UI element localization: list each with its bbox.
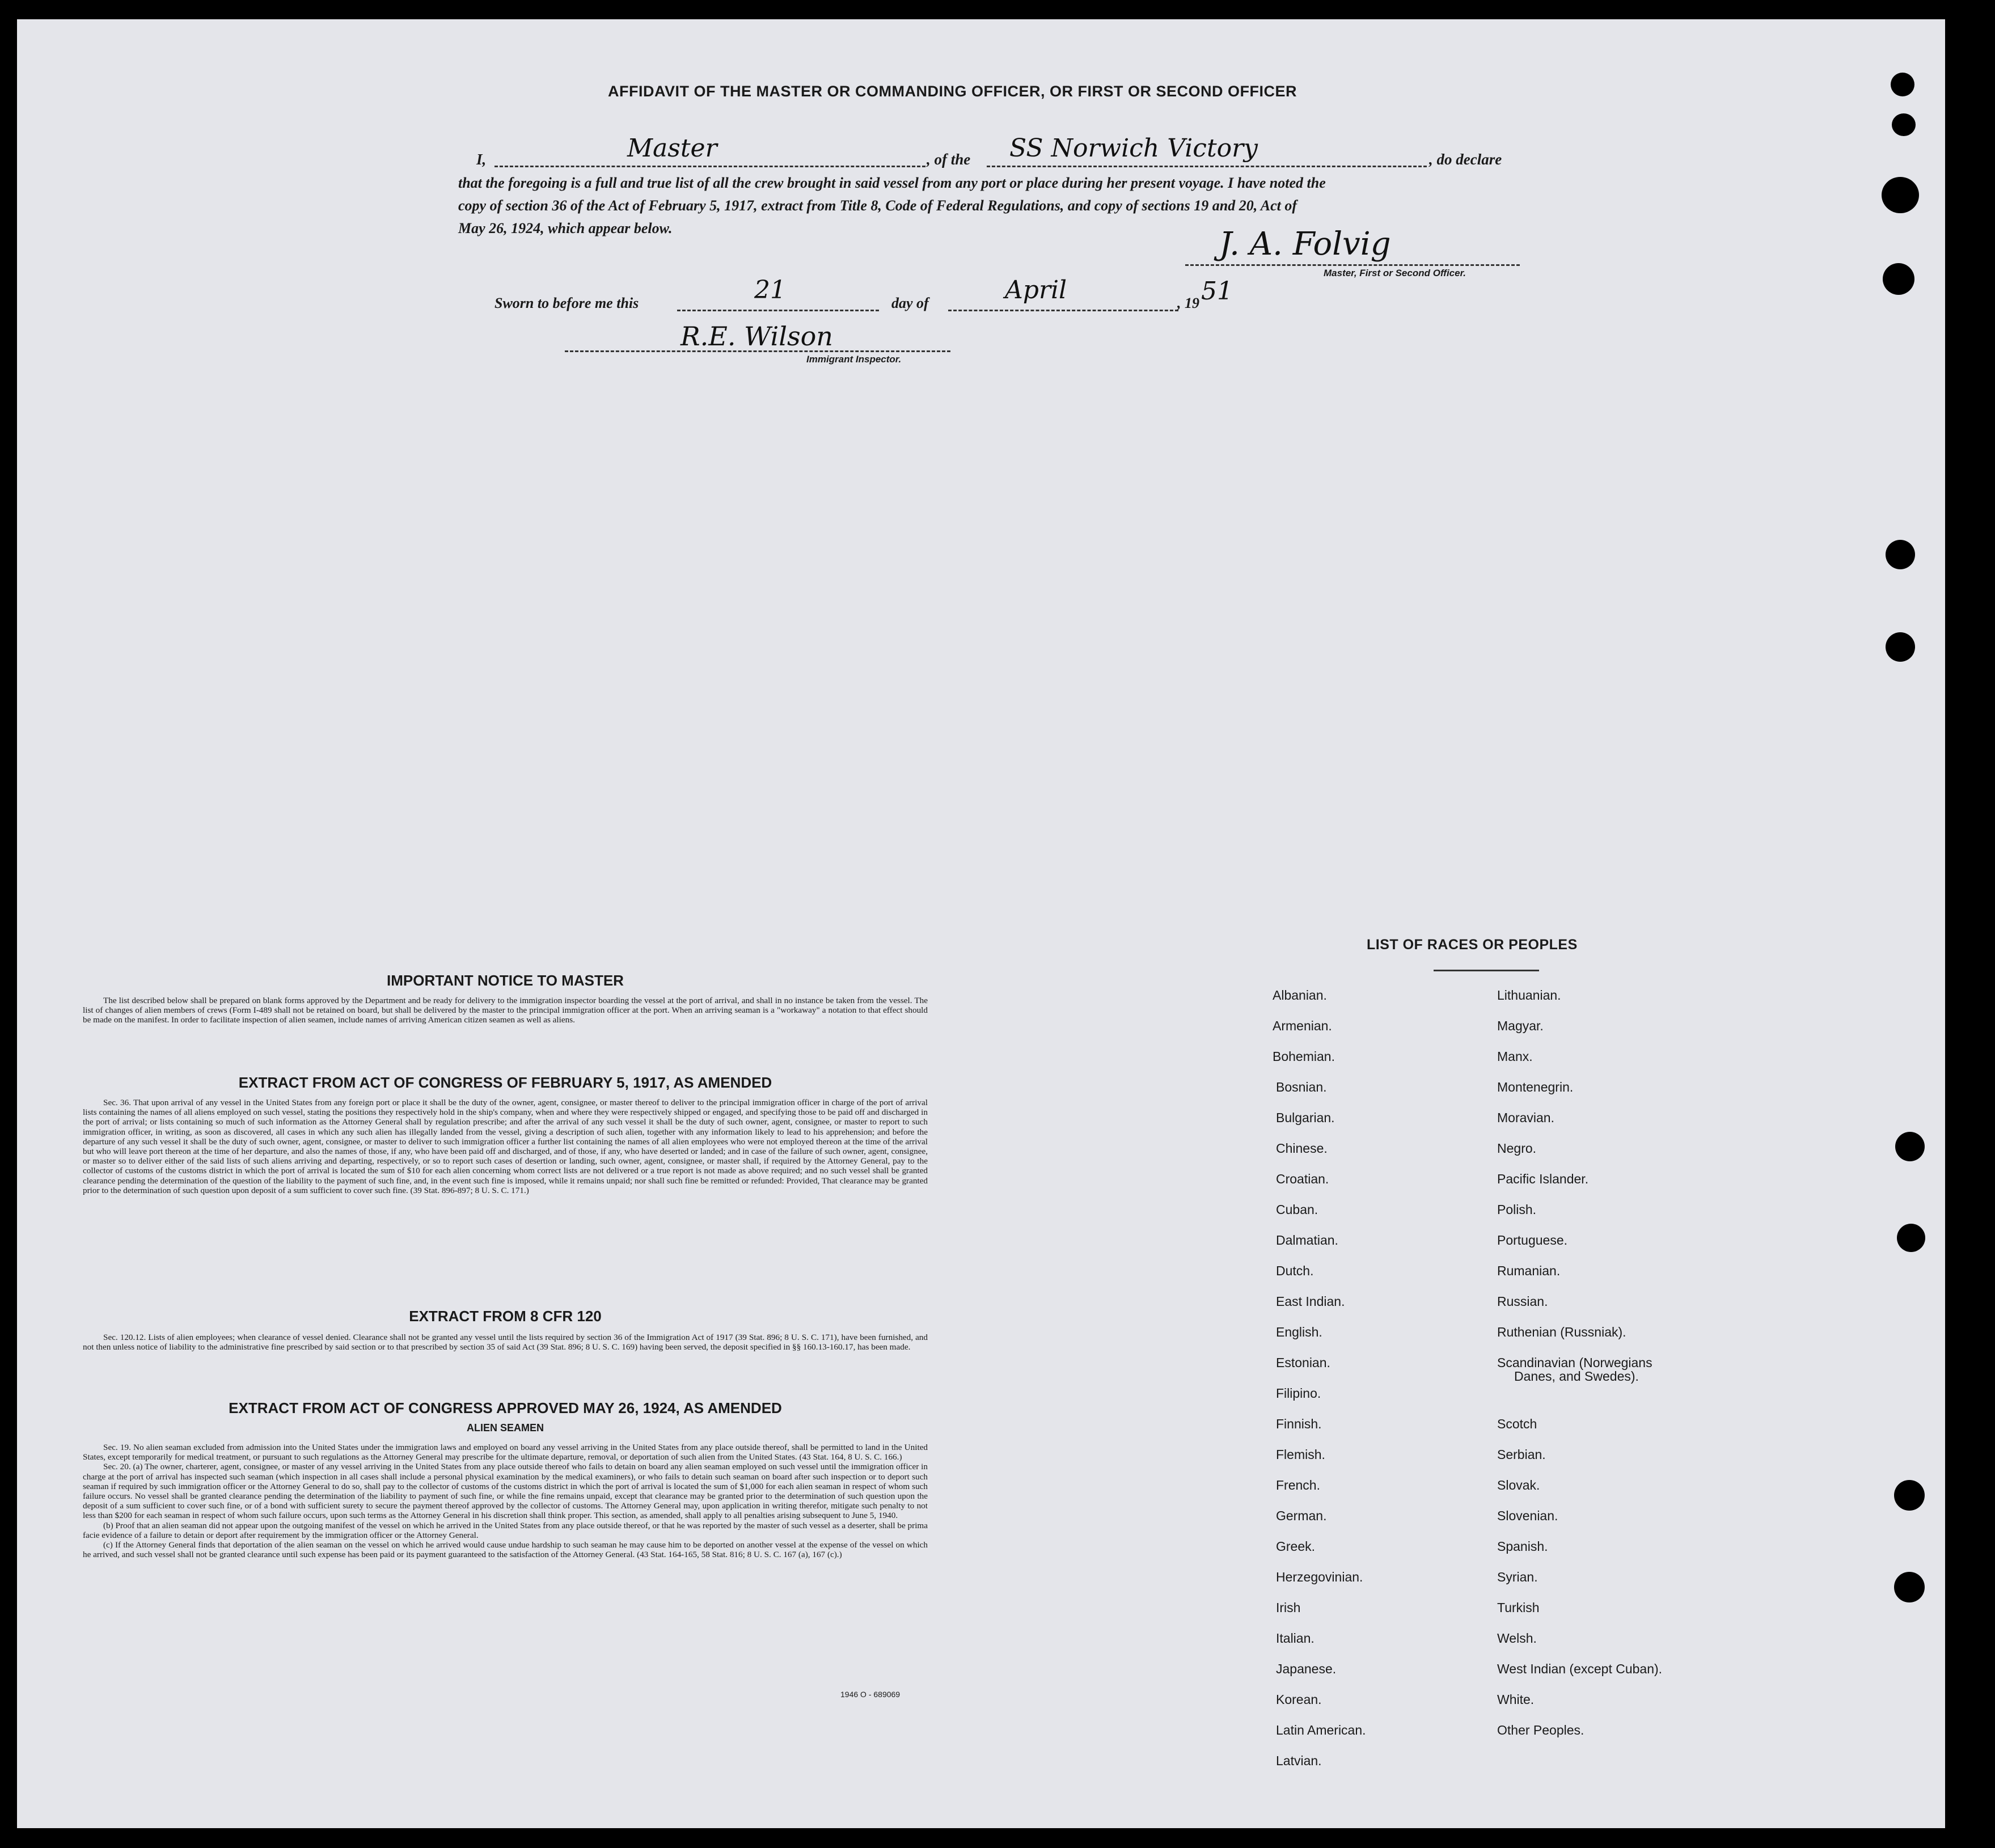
punch-hole — [1897, 1224, 1925, 1252]
race-item: Spanish. — [1497, 1539, 1548, 1554]
vessel-line — [987, 166, 1427, 167]
extract-1917-title: EXTRACT FROM ACT OF CONGRESS OF FEBRUARY 5, 1917, AS AMENDED — [238, 1074, 772, 1091]
punch-hole — [1883, 263, 1914, 295]
extract-1924-paragraph: (b) Proof that an alien seaman did not appear upon the outgoing manifest of the vessel on which he arrived in the United States from any place outside thereof, or that he was reported by the master of such vessel as a deserter, shall be prima facie evidence of a failure to detain or deport after requirement by the immigration officer or the Attorney General. — [83, 1520, 928, 1540]
race-item: Serbian. — [1497, 1447, 1546, 1462]
affidavit-line1-prefix: I, — [476, 151, 487, 168]
notice-body — [83, 996, 928, 1025]
extract-1924-body — [83, 1443, 928, 1559]
race-item: Cuban. — [1276, 1202, 1318, 1217]
inspector-line — [565, 350, 950, 352]
race-item: Italian. — [1276, 1631, 1314, 1646]
affidavit-line3: copy of section 36 of the Act of February 5, 1917, extract from Title 8, Code of Federal Regulations, and copy of sections 19 and 20, Act of — [458, 197, 1297, 214]
role-line — [494, 166, 925, 167]
race-item: Estonian. — [1276, 1355, 1330, 1370]
race-item: Croatian. — [1276, 1172, 1329, 1186]
handwritten-role: Master — [627, 134, 717, 163]
race-item: Greek. — [1276, 1539, 1316, 1554]
punch-hole — [1894, 1572, 1925, 1602]
handwritten-vessel: SS Norwich Victory — [1009, 134, 1258, 163]
sworn-year-prefix: , 19 — [1177, 295, 1199, 311]
extract-1924-paragraph: Sec. 19. No alien seaman excluded from admission into the United States under the immigration laws and employed on board any vessel arriving in the United States from any place outside thereof, shall be permitted to land in the United States, except temporarily for medical treatment, or pursuant to such regulations as the Attorney General may prescribe for the ultimate departure, removal, or deportation of such alien from the United States. (43 Stat. 164, 8 U. S. C. 166.) — [83, 1443, 928, 1462]
race-item: Albanian. — [1273, 988, 1327, 1003]
race-item: Russian. — [1497, 1294, 1548, 1309]
race-item: Herzegovinian. — [1276, 1570, 1363, 1584]
signature-line — [1185, 264, 1520, 266]
punch-hole — [1895, 1132, 1925, 1161]
race-item: Armenian. — [1273, 1018, 1332, 1033]
punch-hole — [1891, 73, 1914, 96]
race-item: Bohemian. — [1273, 1049, 1335, 1064]
extract-1924-paragraph: Sec. 20. (a) The owner, charterer, agent, consignee, or master of any vessel arriving in the United States from any place outside thereof who fails to detain on board any alien seaman employed on such vessel until the immigration officer in charge at the port of arrival has inspected such seaman (which inspection in all cases shall include a personal physical examination by the medical examiners), or who fails to detain such seaman on board after such inspection or to deport such seaman if required by such immigration officer or the Attorney General to do so, shall pay to the collector of customs of the customs district in which the port of arrival is located the sum of $1,000 for each alien seaman in respect of whom such failure occurs. No vessel shall be granted clearance pending the determination of the liability to payment of such fine, or while the fine remains unpaid, except that clearance may be granted prior to the determination of such question upon the deposit of a sum sufficient to cover such fine, or of a bond with sufficient surety to secure the payment thereof approved by the collector of customs. The Attorney General may, upon application in writing therefor, mitigate such penalty to not less than $200 for each seaman in respect of whom such failure occurs, upon such terms as the Attorney General in his discretion shall think proper. This section, as amended, shall apply to all penalties arising subsequent to June 5, 1940. — [83, 1462, 928, 1521]
race-item: Dutch. — [1276, 1263, 1314, 1278]
race-item: Finnish. — [1276, 1416, 1322, 1431]
extract-1917-body — [83, 1098, 928, 1195]
race-item: Polish. — [1497, 1202, 1537, 1217]
race-item: Other Peoples. — [1497, 1723, 1584, 1737]
race-item: Lithuanian. — [1497, 988, 1561, 1003]
affidavit-line1-mid: , of the — [927, 151, 971, 168]
race-item: French. — [1276, 1478, 1320, 1492]
punch-hole — [1886, 632, 1915, 662]
extract-8cfr-body — [83, 1333, 928, 1352]
race-item: Bulgarian. — [1276, 1110, 1335, 1125]
race-item: Magyar. — [1497, 1018, 1544, 1033]
extract-1924-paragraph: (c) If the Attorney General finds that deportation of the alien seaman on the vessel on which he arrived would cause undue hardship to such seaman he may cause him to be deported on another vessel at the expense of the vessel on which he arrived, and such vessel shall not be granted clearance until such expense has been paid or its payment guaranteed to the satisfaction of the Attorney General. (43 Stat. 164-165, 58 Stat. 816; 8 U. S. C. 167 (a), 167 (c).) — [83, 1540, 928, 1560]
sworn-month-line — [948, 310, 1178, 311]
inspector-signature: R.E. Wilson — [681, 321, 833, 352]
races-title: LIST OF RACES OR PEOPLES — [1367, 937, 1578, 953]
race-item: Negro. — [1497, 1141, 1537, 1156]
extract-1924-title: EXTRACT FROM ACT OF CONGRESS APPROVED MAY 26, 1924, AS AMENDED — [229, 1399, 782, 1416]
race-item: Syrian. — [1497, 1570, 1538, 1584]
sworn-day-line — [677, 310, 879, 311]
race-item: White. — [1497, 1692, 1535, 1707]
affidavit-line1-suffix: , do declare — [1429, 151, 1502, 168]
race-item: English. — [1276, 1325, 1322, 1339]
race-item: Rumanian. — [1497, 1263, 1561, 1278]
race-item: Moravian. — [1497, 1110, 1554, 1125]
print-code: 1946 O - 689069 — [840, 1690, 901, 1699]
race-item: Portuguese. — [1497, 1233, 1568, 1247]
extract-1917-paragraph: Sec. 36. That upon arrival of any vessel in the United States from any foreign port or place it shall be the duty of the owner, agent, consignee, or master thereof to deliver to the principal immigration officer in charge of the port of arrival lists containing the names of all aliens employed on such vessel, stating the positions they respectively hold in the ship's company, when and where they were respectively shipped or engaged, and specifying those to be paid off and discharged in the port of arrival; or lists containing so much of such information as the Attorney General shall by regulation prescribe; and after the arrival of any such vessel it shall be the duty of such owner, agent, consignee, or master to report to such immigration officer, in writing, as soon as discovered, all cases in which any such alien has illegally landed from the vessel, giving a description of such alien, together with any information likely to lead to his apprehension; and before the departure of any such vessel it shall be the duty of such owner, agent, consignee, or master to deliver to such immigration officer a further list containing the names of all alien employees who were not employed thereon at the time of the arrival but who will leave port thereon at the time of her departure, and also the names of those, if any, who have been paid off and discharged, and of those, if any, who have deserted or landed; and in case of the failure of such owner, agent, consignee, or master so to deliver either of the said lists of such aliens arriving and departing, respectively, or so to report such cases of desertion or landing, such owner, agent, consignee, or master shall, if required by the Attorney General, pay to the collector of customs of the customs district in which the port of arrival is located the sum of $10 for each alien concerning whom correct lists are not delivered or a true report is not made as above required; and no such vessel shall be granted clearance pending the determination of the question of the liability to the payment of such fine, and, in the event such fine is imposed, while it remains unpaid; nor shall such fine be remitted or refunded: Provided, That clearance may be granted prior to the determination of such question upon deposit of a sum sufficient to cover such fine. (39 Stat. 896-897; 8 U. S. C. 171.) — [83, 1098, 928, 1195]
affidavit-line2: that the foregoing is a full and true list of all the crew brought in said vessel from any port or place during her present voyage. I have noted the — [458, 175, 1326, 191]
race-item: Turkish — [1497, 1600, 1540, 1615]
race-item: Welsh. — [1497, 1631, 1537, 1646]
signature-caption: Master, First or Second Officer. — [1324, 268, 1466, 278]
race-item: Latin American. — [1276, 1723, 1366, 1737]
extract-8cfr-paragraph: Sec. 120.12. Lists of alien employees; when clearance of vessel denied. Clearance shall not be granted any vessel until the lists required by section 36 of the Immigration Act of 1917 (39 Stat. 896; 8 U. S. C. 171), have been furnished, and not then unless notice of liability to the administrative fine prescribed by said section or to that prescribed by section 35 of said Act (39 Stat. 896; 8 U. S. C. 169) having been served, the deposit specified in §§ 160.13-160.17, has been made. — [83, 1333, 928, 1352]
race-item: Chinese. — [1276, 1141, 1328, 1156]
race-item: Slovak. — [1497, 1478, 1540, 1492]
race-item: Danes, and Swedes). — [1514, 1369, 1639, 1384]
race-item: Bosnian. — [1276, 1080, 1327, 1094]
race-item: Irish — [1276, 1600, 1301, 1615]
extract-1924-subtitle: ALIEN SEAMEN — [466, 1422, 544, 1433]
handwritten-year: 51 — [1201, 277, 1233, 306]
handwritten-day: 21 — [754, 276, 786, 305]
race-item: Korean. — [1276, 1692, 1322, 1707]
affidavit-line4: May 26, 1924, which appear below. — [458, 220, 673, 236]
handwritten-month: April — [1005, 276, 1067, 305]
race-item: Manx. — [1497, 1049, 1533, 1064]
race-item: Filipino. — [1276, 1386, 1321, 1401]
race-item: Scotch — [1497, 1416, 1537, 1431]
affidavit-title: AFFIDAVIT OF THE MASTER OR COMMANDING OFFICER, OR FIRST OR SECOND OFFICER — [608, 83, 1297, 100]
race-item: Slovenian. — [1497, 1508, 1558, 1523]
race-item: Pacific Islander. — [1497, 1172, 1589, 1186]
race-item: Montenegrin. — [1497, 1080, 1574, 1094]
notice-title: IMPORTANT NOTICE TO MASTER — [387, 972, 624, 989]
punch-hole — [1894, 1480, 1925, 1511]
races-title-rule — [1434, 970, 1539, 971]
master-signature: J. A. Folvig — [1219, 226, 1391, 263]
race-item: Flemish. — [1276, 1447, 1325, 1462]
race-item: German. — [1276, 1508, 1327, 1523]
sworn-mid: day of — [891, 295, 929, 311]
race-item: Scandinavian (Norwegians — [1497, 1355, 1652, 1370]
inspector-caption: Immigrant Inspector. — [806, 354, 902, 365]
race-item: Latvian. — [1276, 1753, 1322, 1768]
punch-hole — [1886, 540, 1915, 569]
race-item: East Indian. — [1276, 1294, 1345, 1309]
extract-8cfr-title: EXTRACT FROM 8 CFR 120 — [409, 1308, 602, 1325]
punch-hole — [1892, 113, 1916, 136]
race-item: Ruthenian (Russniak). — [1497, 1325, 1626, 1339]
notice-paragraph: The list described below shall be prepared on blank forms approved by the Department and be ready for delivery to the immigration inspector boarding the vessel at the port of arrival, and shall in no instance be taken from the vessel. The list of changes of alien members of crews (Form I-489 shall not be retained on board, but shall be delivered by the master to the principal immigration officer at the port. When an arriving seaman is a "workaway" a notation to that effect should be made on the manifest. In order to facilitate inspection of alien seamen, include names of arriving American citizen seamen as well as aliens. — [83, 996, 928, 1025]
race-item: Dalmatian. — [1276, 1233, 1338, 1247]
sworn-prefix: Sworn to before me this — [494, 295, 639, 311]
race-item: Japanese. — [1276, 1661, 1337, 1676]
punch-hole — [1882, 177, 1919, 213]
race-item: West Indian (except Cuban). — [1497, 1661, 1663, 1676]
